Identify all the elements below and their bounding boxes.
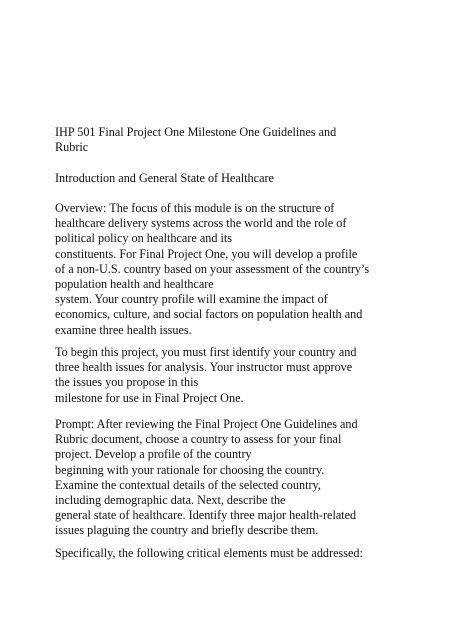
begin-line: the issues you propose in this [55, 375, 199, 390]
prompt-line: project. Develop a profile of the country [55, 447, 252, 462]
begin-line: three health issues for analysis. Your instructor must approve [55, 360, 353, 375]
document-title [55, 125, 400, 155]
critical-elements-line: Specifically, the following critical elements must be addressed: [55, 546, 363, 560]
overview-line: political policy on healthcare and its [55, 231, 232, 246]
overview-line: constituents. For Final Project One, you will develop a profile [55, 246, 358, 261]
prompt-line: Examine the contextual details of the selected country, [55, 477, 321, 492]
begin-line: To begin this project, you must first identify your country and [55, 345, 357, 359]
prompt-line: general state of healthcare. Identify three major health-related [55, 508, 357, 523]
prompt-line: including demographic data. Next, describe the [55, 492, 286, 507]
overview-line: population health and healthcare [55, 276, 214, 291]
title-line: Rubric [55, 140, 89, 155]
overview-paragraph [55, 201, 400, 338]
begin-paragraph [55, 345, 400, 406]
begin-line: milestone for use in Final Project One. [55, 390, 244, 405]
section-heading-line: Introduction and General State of Healthcare [55, 171, 274, 185]
prompt-paragraph [55, 417, 400, 539]
title-line: IHP 501 Final Project One Milestone One Guidelines and [55, 125, 337, 139]
prompt-line: Prompt: After reviewing the Final Project One Guidelines and [55, 417, 358, 431]
prompt-line: issues plaguing the country and briefly describe them. [55, 523, 319, 538]
overview-line: economics, culture, and social factors on population health and [55, 307, 363, 322]
prompt-line: beginning with your rationale for choosing the country. [55, 462, 325, 477]
overview-line: healthcare delivery systems across the world and the role of [55, 216, 347, 231]
prompt-line: Rubric document, choose a country to assess for your final [55, 432, 342, 447]
overview-line: Overview: The focus of this module is on the structure of [55, 201, 335, 215]
overview-line: system. Your country profile will examine the impact of [55, 292, 328, 307]
section-heading [55, 171, 400, 186]
overview-line: of a non-U.S. country based on your assessment of the country’s [55, 261, 370, 276]
critical-elements-paragraph [55, 546, 400, 561]
overview-line: examine three health issues. [55, 322, 192, 337]
